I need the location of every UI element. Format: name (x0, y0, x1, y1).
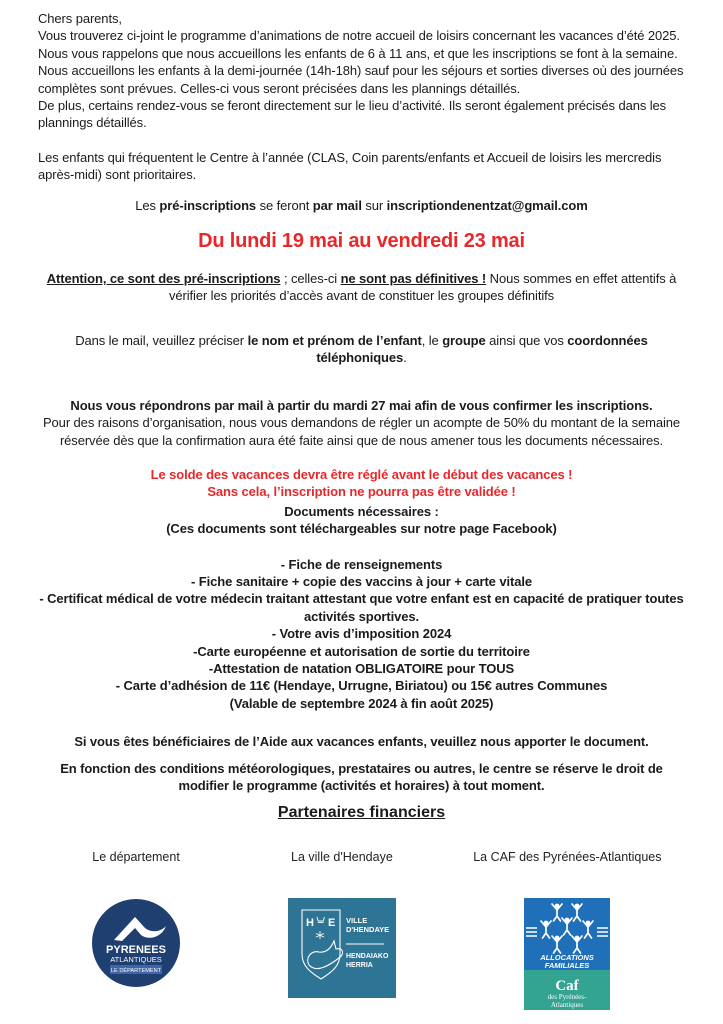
logo-text-caf: Caf (555, 978, 580, 995)
logo-text-ville: VILLE (345, 916, 368, 926)
document-item: -Attestation de natation OBLIGATOIRE pour TOUS (208, 660, 515, 676)
logo-letter-e: E (327, 917, 336, 930)
logo-text-familiales: FAMILIALES (545, 961, 590, 971)
caf-logo-icon (524, 898, 610, 1010)
logo-text-allocations: ALLOCATIONS (540, 953, 595, 963)
document-item: - Fiche sanitaire + copie des vaccins à jour + carte vitale (191, 573, 532, 589)
partner-caf (450, 850, 685, 1010)
date-range-heading: Du lundi 19 mai au vendredi 23 mai (198, 230, 525, 253)
partners-heading: Partenaires financiers (277, 804, 446, 822)
logo-text-hendaiako: HENDAIAKO (345, 953, 389, 961)
not-definitive-bold-underline: ne sont pas définitives ! (340, 271, 487, 287)
intro-paragraph-3: Nous accueillons les enfants à la demi-journée (14h-18h) sauf pour les séjours et sorties diverses où des journées complètes sont prévues. Celles-ci vous seront précisées dans les plannings détaillés. (38, 63, 684, 96)
documents-list (38, 556, 685, 713)
documents-title: Documents nécessaires : (284, 503, 439, 519)
intro-greeting: Chers parents, (38, 11, 122, 26)
partner-label-caf: La CAF des Pyrénées-Atlantiques (473, 850, 662, 865)
partner-label-department: Le département (92, 850, 180, 865)
intro-paragraph-4: De plus, certains rendez-vous se feront directement sur le lieu d’activité. Ils seront également précisés dans les plannings détaillés. (38, 98, 667, 131)
confirmation-bold-line: Nous vous répondrons par mail à partir du mardi 27 mai afin de vous confirmer les inscriptions. (70, 397, 653, 413)
group-bold: groupe (442, 332, 486, 348)
child-name-bold: le nom et prénom de l’enfant (247, 332, 422, 348)
documents-section (38, 503, 685, 712)
logo-square (288, 898, 396, 998)
par-mail-bold: par mail (312, 197, 362, 213)
text-segment: se feront (256, 197, 313, 213)
text-segment: Dans le mail, veuillez préciser (75, 332, 248, 348)
partner-label-hendaye: La ville d'Hendaye (291, 850, 393, 865)
caf-logo (524, 898, 610, 1010)
text-segment: Nous sommes en effet attentifs à vérifier les priorités d’accès avant de constituer les groupes définitifs (168, 271, 677, 304)
intro-paragraph-1: Vous trouverez ci-joint le programme d’animations de notre accueil de loisirs concernant les vacances d’été 2025. (38, 28, 680, 44)
email-address: inscriptiondenentzat@gmail.com (386, 197, 588, 213)
document-item: - Certificat médical de votre médecin traitant attestant que votre enfant est en capacité de pratiquer toutes activités sportives. (39, 591, 684, 624)
logo-text-departement: LE DÉPARTEMENT (110, 968, 162, 975)
aid-note: Si vous êtes bénéficiaires de l’Aide aux vacances enfants, veuillez nous apporter le document. (74, 734, 649, 750)
ville-hendaye-logo-icon (288, 898, 396, 998)
partner-hendaye (234, 850, 450, 998)
text-segment: , le (421, 332, 443, 348)
confirmation-section (38, 397, 685, 449)
preinscriptions-bold: pré-inscriptions (159, 197, 257, 213)
priority-paragraph: Les enfants qui fréquentent le Centre à l’année (CLAS, Coin parents/enfants et Accueil de loisirs les mercredis après-midi) sont prioritaires. (38, 149, 662, 183)
partner-department (38, 850, 234, 988)
department-logo (91, 898, 181, 988)
balance-warning-line-2: Sans cela, l’inscription ne pourra pas être validée ! (207, 484, 516, 500)
text-segment: sur (361, 197, 387, 213)
document-item: - Votre avis d’imposition 2024 (271, 626, 452, 642)
document-item: -Carte européenne et autorisation de sortie du territoire (193, 643, 530, 659)
intro-paragraph-2: Nous vous rappelons que nous accueillons les enfants de 6 à 11 ans, et que les inscriptions se font à la semaine. (38, 45, 678, 61)
logo-text-atlantiques: ATLANTIQUES (110, 955, 162, 965)
logo-text-pyrenees: PYRENEES (106, 944, 166, 957)
confirmation-rest: Pour des raisons d’organisation, nous vous demandons de régler un acompte de 50% du montant de la semaine réservée dès que la confirmation aura été faite ainsi que de nous amener tous les documents nécessaires. (42, 415, 681, 448)
mail-details-paragraph (38, 332, 685, 367)
logo-letter-h: H (305, 917, 314, 930)
balance-warning-line-1: Le solde des vacances devra être réglé avant le début des vacances ! (150, 466, 573, 482)
balance-warning (38, 466, 685, 501)
documents-subtitle: (Ces documents sont téléchargeables sur notre page Facebook) (166, 521, 557, 537)
preinscription-line (38, 197, 685, 214)
phone-bold: coordonnées téléphoniques (316, 332, 648, 366)
text-segment: . (403, 350, 407, 366)
attention-bold-underline: Attention, ce sont des pré-inscriptions (46, 271, 281, 287)
intro-section (38, 10, 685, 132)
logo-text-herria: HERRIA (345, 962, 373, 970)
logo-text-atlantiques: Atlantiques (551, 1001, 584, 1010)
text-segment: Les (135, 197, 160, 213)
document-item-validity: (Valable de septembre 2024 à fin août 2025) (229, 695, 494, 711)
hendaye-logo (288, 898, 396, 998)
partners-row (38, 850, 685, 1010)
text-segment: ainsi que vos (485, 332, 568, 348)
text-segment: ; celles-ci (280, 271, 341, 287)
pyrenees-atlantiques-logo-icon (91, 898, 181, 988)
logo-text-des-pyrenees: des Pyrénées- (548, 993, 587, 1002)
weather-note: En fonction des conditions météorologiques, prestataires ou autres, le centre se réserve le droit de modifier le programme (activités et horaires) à tout moment. (60, 760, 663, 793)
document-item: - Fiche de renseignements (280, 556, 443, 572)
logo-text-dhendaye: D'HENDAYE (345, 925, 390, 935)
attention-paragraph (38, 270, 685, 305)
document-item: - Carte d’adhésion de 11€ (Hendaye, Urrugne, Biriatou) ou 15€ autres Communes (115, 678, 608, 694)
